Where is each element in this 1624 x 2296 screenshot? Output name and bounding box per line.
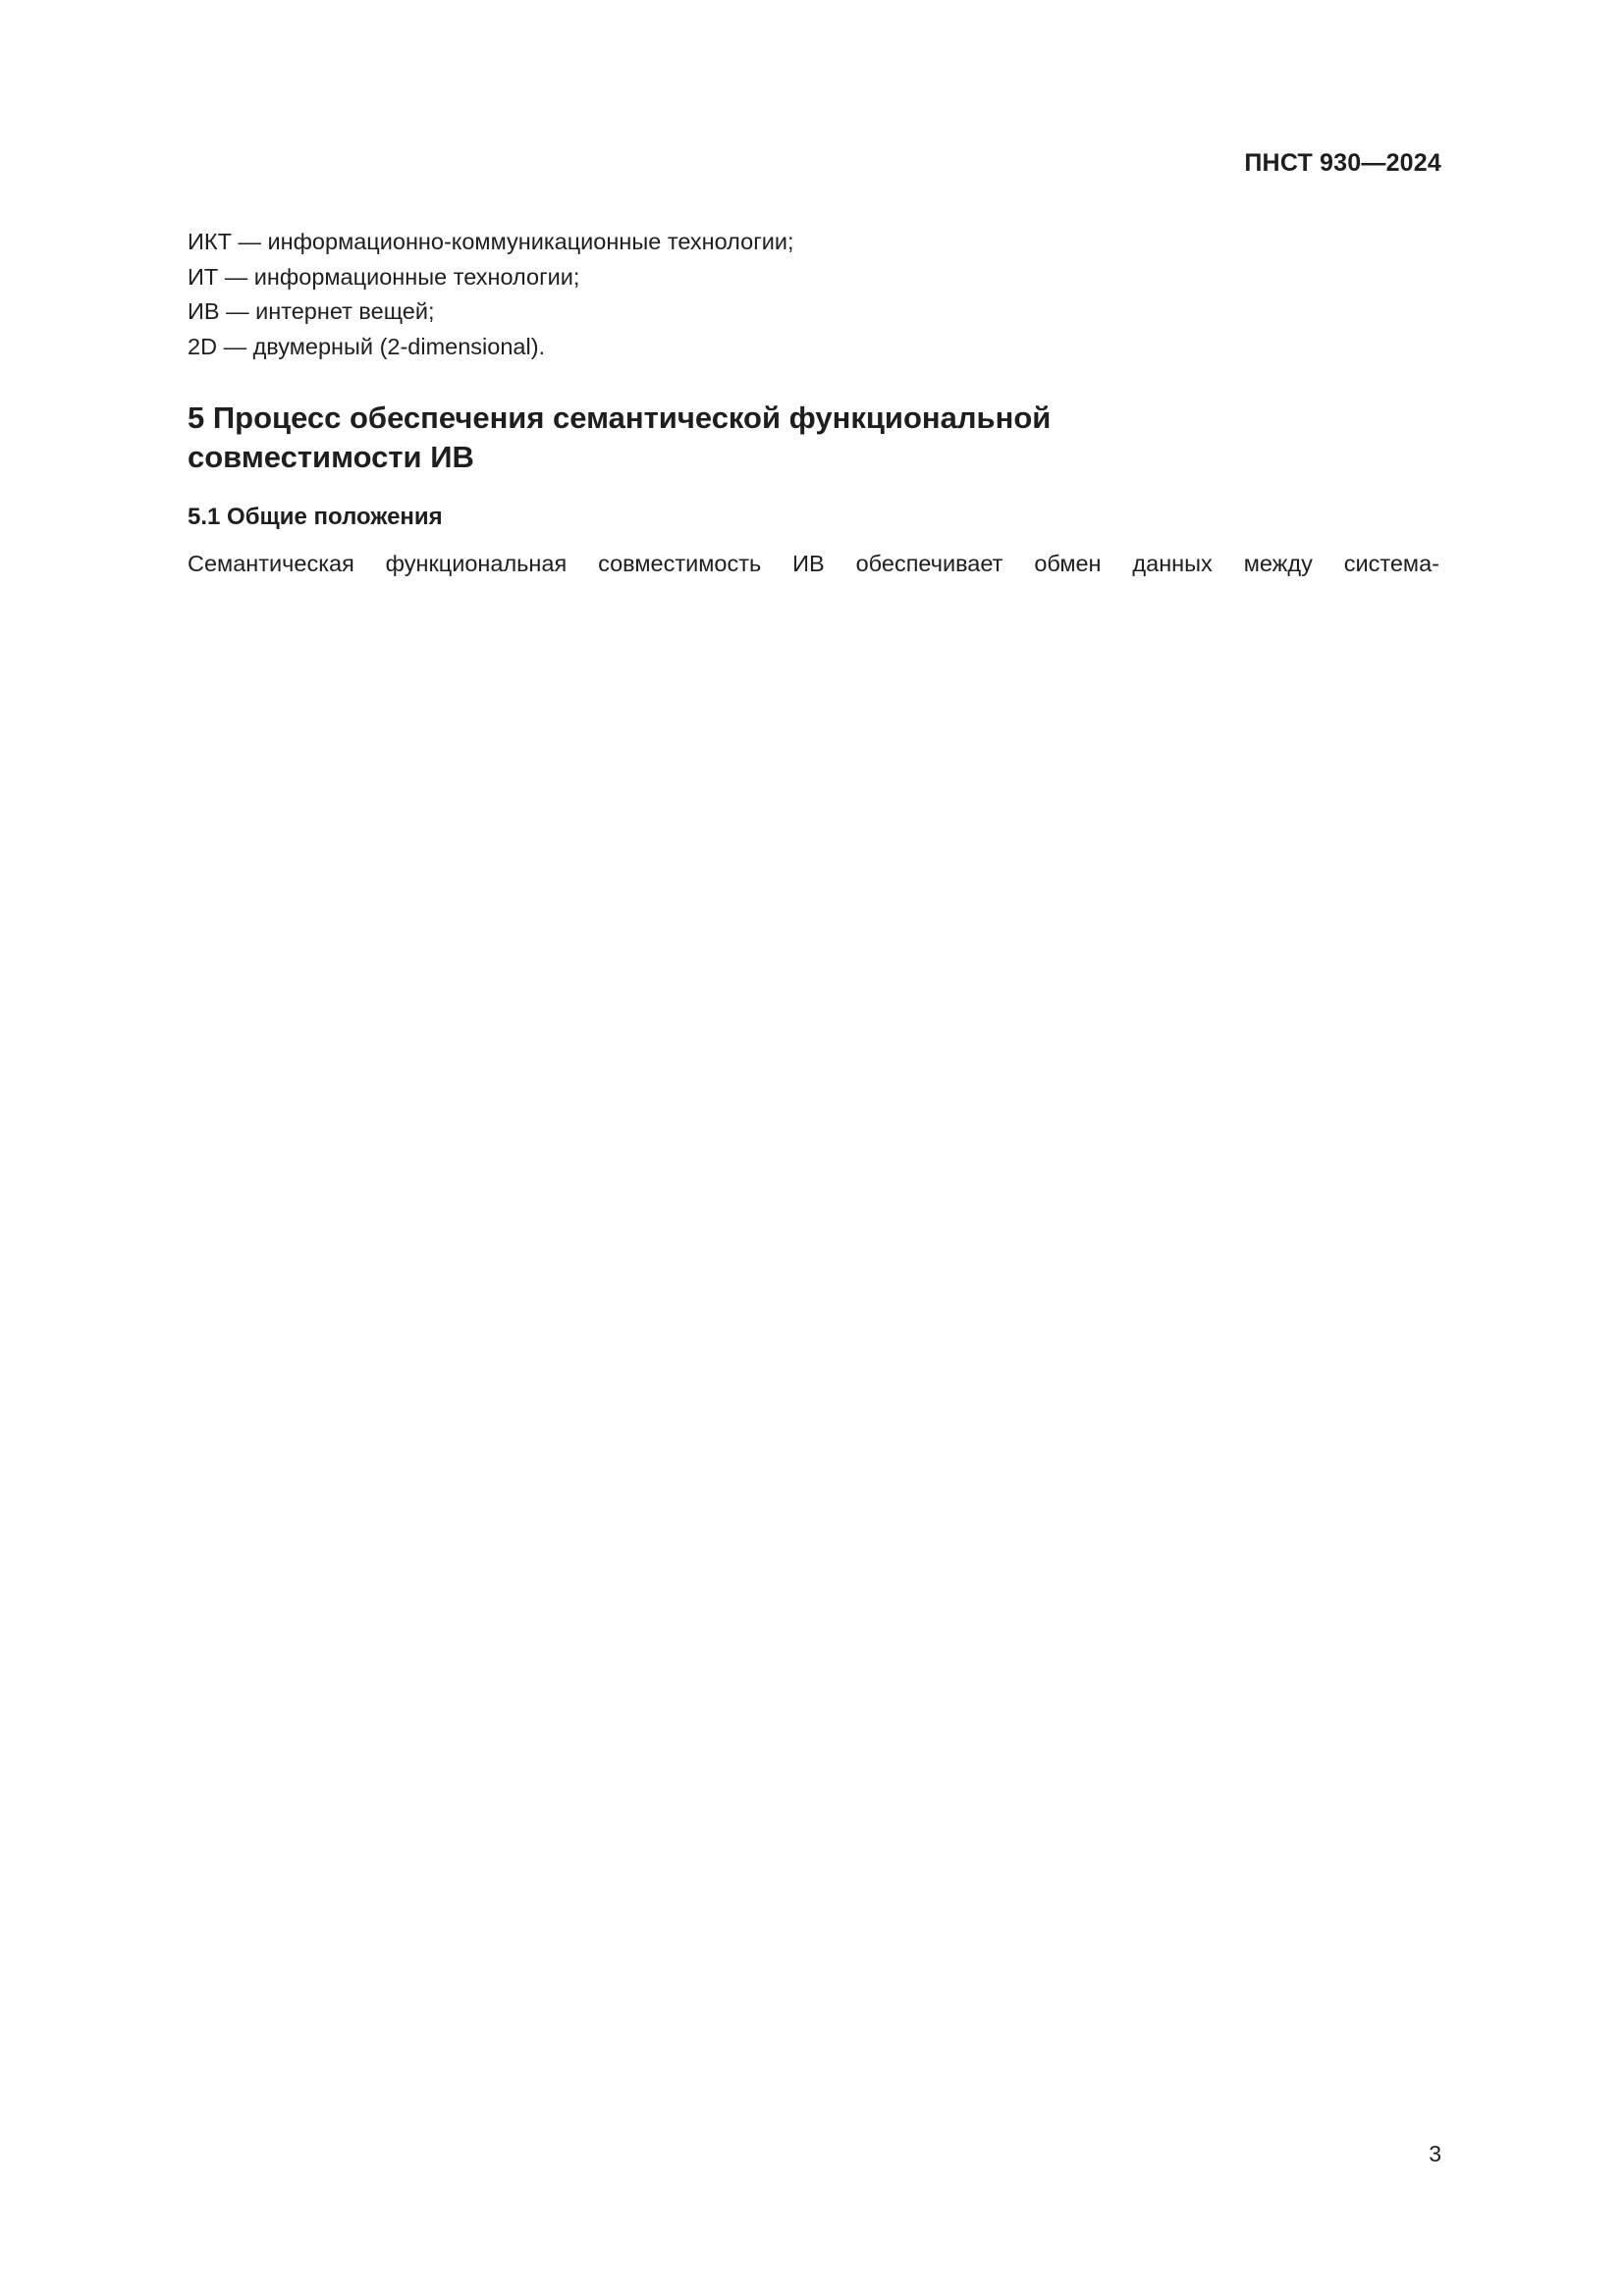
body-para-1 — [188, 547, 1439, 581]
section-5-heading-line2: совместимости ИВ — [188, 440, 474, 474]
page-number: 3 — [1429, 2141, 1441, 2166]
subsection-5-1-heading: 5.1 Общие положения — [188, 504, 443, 530]
para-line: Семантическая функциональная совместимость ИВ обеспечивает обмен данных между система- — [188, 551, 1439, 576]
abbreviation-item: 2D — двумерный (2-dimensional). — [188, 333, 546, 359]
document-id-header: ПНСТ 930—2024 — [1244, 149, 1441, 177]
abbreviation-item: ИКТ — информационно-коммуникационные технологии; — [188, 229, 794, 254]
abbreviations-list — [188, 225, 794, 364]
section-5-heading — [188, 399, 1268, 477]
section-5-heading-line1: 5 Процесс обеспечения семантической функциональной — [188, 400, 1052, 435]
abbreviation-item: ИТ — информационные технологии; — [188, 263, 580, 290]
abbreviation-item: ИВ — интернет вещей; — [188, 298, 435, 324]
